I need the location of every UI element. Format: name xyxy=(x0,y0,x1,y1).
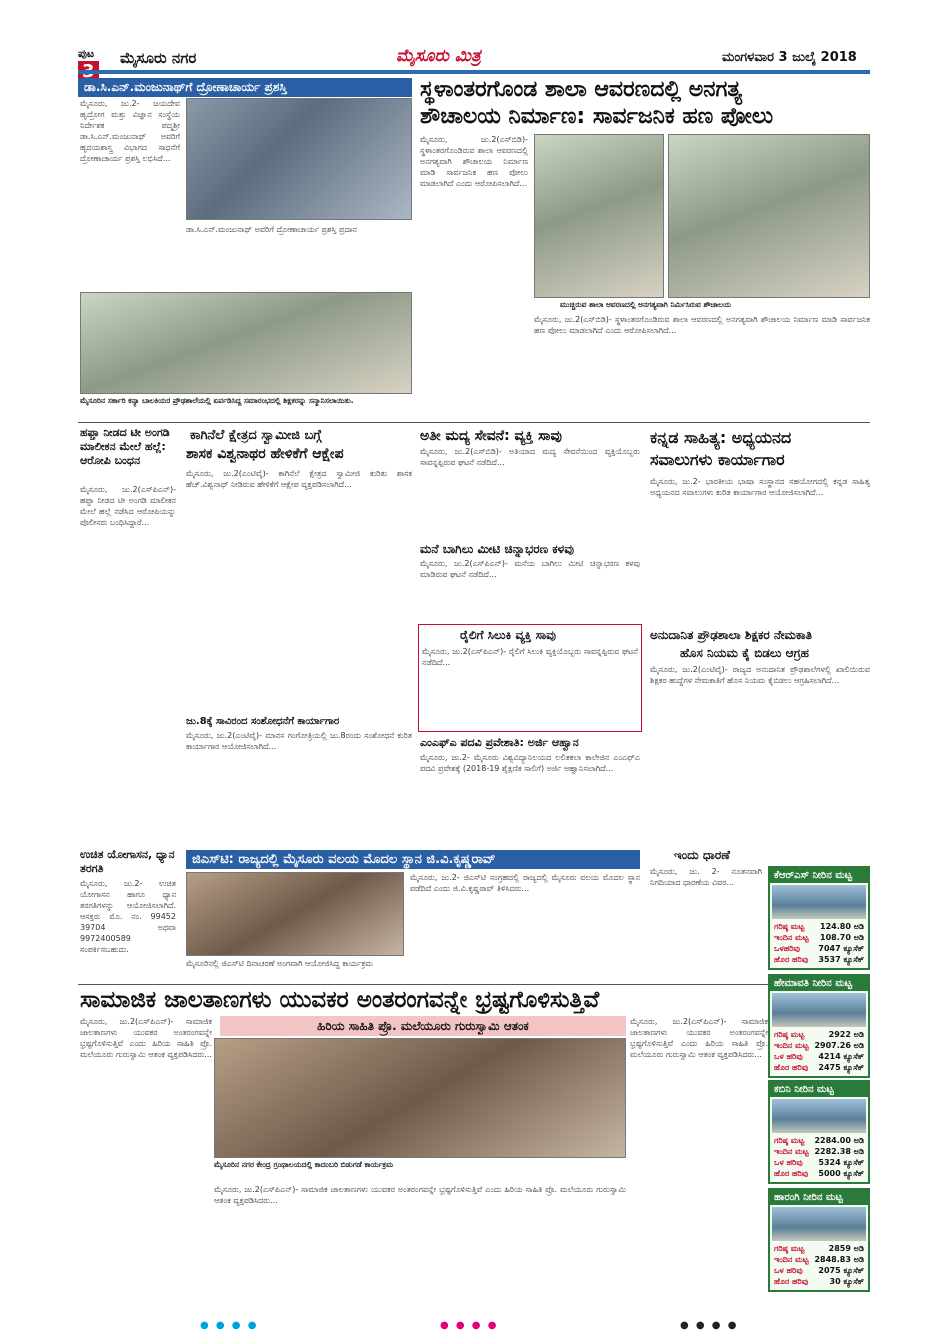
dam-row-label: ಒಳ ಹರಿವು xyxy=(774,1158,803,1167)
dam-row-value: 2859 ಅಡಿ xyxy=(828,1244,864,1253)
dam-row xyxy=(770,921,868,932)
dam-photo xyxy=(772,1207,866,1241)
dam-row xyxy=(770,1051,868,1062)
headline-toilet-1: ಸ್ಥಳಾಂತರಗೊಂಡ ಶಾಲಾ ಆವರಣದಲ್ಲಿ ಅನಗತ್ಯ xyxy=(420,77,743,102)
headline-theft: ಮನೆ ಬಾಗಿಲು ಮೀಟಿ ಚಿನ್ನಾಭರಣ ಕಳವು xyxy=(420,542,574,556)
dam-row xyxy=(770,1243,868,1254)
dam-row-value: 5000 ಕ್ಯೂಸೆಕ್ xyxy=(818,1169,864,1178)
article-body-social-2: ಮೈಸೂರು, ಜು.2(ಎಸ್‌ಪಿಎನ್)- ಸಾಮಾಜಿಕ ಜಾಲತಾಣಗಳು ಯುವಕರ ಅಂತರಂಗವನ್ನೇ ಭ್ರಷ್ಟಗೊಳಿಸುತ್ತಿವೆ ಎಂದು ಹಿರಿಯ ಸಾಹಿತಿ ಪ್ರೊ. ಮಲೆಯೂರು ಗುರುಸ್ವಾಮಿ ಆತಂಕ ವ್ಯಕ್ತಪಡಿಸಿದರು... xyxy=(214,1185,626,1205)
headline-alcohol: ಅತೀ ಮದ್ಯ ಸೇವನೆ: ವ್ಯಕ್ತಿ ಸಾವು xyxy=(420,428,562,444)
dam-row-value: 2282.38 ಅಡಿ xyxy=(814,1147,864,1156)
dam-row-value: 2075 ಕ್ಯೂಸೆಕ್ xyxy=(818,1266,864,1275)
dam-row xyxy=(770,1029,868,1040)
dam-row-label: ಇಂದಿನ ಮಟ್ಟ xyxy=(774,1147,809,1156)
date: ಮಂಗಳವಾರ 3 ಜುಲೈ 2018 xyxy=(722,50,857,65)
dam-row-value: 2284.00 ಅಡಿ xyxy=(814,1136,864,1145)
registration-marks: ● ● ● ● xyxy=(680,1320,739,1331)
dam-row-label: ಇಂದಿನ ಮಟ್ಟ xyxy=(774,933,809,942)
dam-panel xyxy=(768,1080,870,1184)
photo-toilet-1 xyxy=(534,134,664,298)
headline-swamiji-1: ಕಾಗಿನೆಲೆ ಕ್ಷೇತ್ರದ ಸ್ವಾಮೀಜಿ ಬಗ್ಗೆ xyxy=(190,428,322,443)
article-body-droncharya: ಮೈಸೂರು, ಜು.2- ಜಯದೇವ ಹೃದ್ರೋಗ ಮತ್ತು ವಿಜ್ಞಾನ ಸಂಸ್ಥೆಯ ನಿರ್ದೇಶಕ ಪದ್ಮಶ್ರೀ ಡಾ.ಸಿ.ಎನ್.ಮಂಜುನಾಥ್ ಅವರಿಗೆ ಹೃದಯಶಾಸ್ತ್ರ ವಿಭಾಗದ ಸಾಧನೆಗೆ ದ್ರೋಣಾಚಾರ್ಯ ಪ್ರಶಸ್ತಿ ಲಭಿಸಿದೆ... xyxy=(80,99,180,163)
dam-title: ಹೇಮಾವತಿ ನೀರಿನ ಮಟ್ಟ xyxy=(770,976,868,991)
caption-gst: ಮೈಸೂರಿನಲ್ಲಿ ಜಿಎಸ್‌ಟಿ ದಿನಾಚರಣೆ ಅಂಗವಾಗಿ ಆಯೋಜಿಸಿದ್ದ ಕಾರ್ಯಕ್ರಮ xyxy=(186,959,373,968)
dam-row-label: ಹೊರ ಹರಿವು xyxy=(774,1169,809,1178)
headline-mphil: ಎಂಎಫ್‌ಎ ಪದವಿ ಪ್ರವೇಶಾತಿ: ಅರ್ಜಿ ಆಹ್ವಾನ xyxy=(420,736,579,749)
dam-title: ಕಬಿನಿ ನೀರಿನ ಮಟ್ಟ xyxy=(770,1082,868,1097)
dam-photo xyxy=(772,885,866,919)
headline-gst: ಜಿಎಸ್‌ಟಿ: ರಾಜ್ಯದಲ್ಲಿ ಮೈಸೂರು ವಲಯ ಮೊದಲ ಸ್ಥಾನ ಜಿ.ವಿ.ಕೃಷ್ಣರಾವ್ xyxy=(186,850,640,869)
subhead-social: ಹಿರಿಯ ಸಾಹಿತಿ ಪ್ರೊ. ಮಲೆಯೂರು ಗುರುಸ್ವಾಮಿ ಆತಂಕ xyxy=(220,1016,626,1036)
dam-row-value: 124.80 ಅಡಿ xyxy=(820,922,864,931)
dam-row-value: 5324 ಕ್ಯೂಸೆಕ್ xyxy=(818,1158,864,1167)
article-body-kannada: ಮೈಸೂರು, ಜು.2- ಭಾರತೀಯ ಭಾಷಾ ಸಂಸ್ಥಾನದ ಸಹಯೋಗದಲ್ಲಿ ಕನ್ನಡ ಸಾಹಿತ್ಯ ಅಧ್ಯಯನದ ಸವಾಲುಗಳು ಕುರಿತ ಕಾರ್ಯಾಗಾರ ಆಯೋಜಿಸಲಾಗಿದೆ... xyxy=(650,477,870,497)
headline-rail: ರೈಲಿಗೆ ಸಿಲುಕಿ ವ್ಯಕ್ತಿ ಸಾವು xyxy=(460,628,556,642)
headline-kannada-1: ಕನ್ನಡ ಸಾಹಿತ್ಯ: ಅಧ್ಯಯನದ xyxy=(650,428,792,447)
article-body-yoga: ಮೈಸೂರು, ಜು.2- ಉಚಿತ ಯೋಗಾಸನ ಹಾಗೂ ಧ್ಯಾನ ತರಗತಿಗಳನ್ನು ಆಯೋಜಿಸಲಾಗಿದೆ. ಆಸಕ್ತರು ಮೊ. ನಂ. 99452 39704 ಅಥವಾ 9972400589 ಸಂಪರ್ಕಿಸಬಹುದು. xyxy=(80,879,176,954)
dam-row xyxy=(770,1168,868,1179)
dam-row xyxy=(770,1062,868,1073)
headline-droncharya: ಡಾ.ಸಿ.ಎನ್.ಮಂಜುನಾಥ್‌ಗೆ ದ್ರೋಣಾಚಾರ್ಯ ಪ್ರಶಸ್ತಿ xyxy=(78,78,412,97)
dam-row-value: 108.70 ಅಡಿ xyxy=(820,933,864,942)
dam-row xyxy=(770,1276,868,1287)
section-name: ಮೈಸೂರು ನಗರ xyxy=(120,49,197,67)
dam-panel xyxy=(768,866,870,970)
dam-row-label: ಗರಿಷ್ಠ ಮಟ್ಟ xyxy=(774,922,805,931)
dam-row xyxy=(770,1040,868,1051)
dam-title: ಹಾರಂಗಿ ನೀರಿನ ಮಟ್ಟ xyxy=(770,1190,868,1205)
registration-marks: ● ● ● ● xyxy=(440,1320,499,1331)
dam-photo xyxy=(772,1099,866,1133)
page-number xyxy=(78,47,118,71)
dam-row-value: 7047 ಕ್ಯೂಸೆಕ್ xyxy=(818,944,864,953)
dam-row xyxy=(770,954,868,965)
dam-row-label: ಇಂದಿನ ಮಟ್ಟ xyxy=(774,1255,809,1264)
dam-row xyxy=(770,1265,868,1276)
headline-teachers-2: ಹೊಸ ನಿಯಮ ಕೈ ಬಿಡಲು ಆಗ್ರಹ xyxy=(680,646,809,660)
dam-row xyxy=(770,1157,868,1168)
headline-teachers-1: ಅನುದಾನಿತ ಪ್ರೌಢಶಾಲಾ ಶಿಕ್ಷಕರ ನೇಮಕಾತಿ xyxy=(650,628,812,642)
dam-row xyxy=(770,943,868,954)
photo-social xyxy=(214,1038,626,1158)
dam-row-value: 2907.26 ಅಡಿ xyxy=(814,1041,864,1050)
dam-title: ಕೆಆರ್‌ಎಸ್ ನೀರಿನ ಮಟ್ಟ xyxy=(770,868,868,883)
article-body-rail: ಮೈಸೂರು, ಜು.2(ಎಸ್‌ಪಿಎನ್)- ರೈಲಿಗೆ ಸಿಲುಕಿ ವ್ಯಕ್ತಿಯೊಬ್ಬರು ಸಾವನ್ನಪ್ಪಿರುವ ಘಟನೆ ನಡೆದಿದೆ... xyxy=(422,647,638,667)
headline-social: ಸಾಮಾಜಿಕ ಜಾಲತಾಣಗಳು ಯುವಕರ ಅಂತರಂಗವನ್ನೇ ಭ್ರಷ್ಟಗೊಳಿಸುತ್ತಿವೆ xyxy=(80,987,600,1013)
photo-toilet-2 xyxy=(668,134,870,298)
dam-row-label: ಗರಿಷ್ಠ ಮಟ್ಟ xyxy=(774,1244,805,1253)
article-body-mphil: ಮೈಸೂರು, ಜು.2- ಮೈಸೂರು ವಿಶ್ವವಿದ್ಯಾನಿಲಯದ ಲಲಿತಕಲಾ ಕಾಲೇಜಿನ ಎಂಎಫ್‌ಎ ಪದವಿ ಪ್ರವೇಶಕ್ಕೆ (2018-19 ಶೈಕ್ಷಣಿಕ ಸಾಲಿಗೆ) ಅರ್ಜಿ ಆಹ್ವಾನಿಸಲಾಗಿದೆ... xyxy=(420,753,640,773)
headline-hafta: ಹಫ್ತಾ ನೀಡದ ಟೀ ಅಂಗಡಿ ಮಾಲೀಕನ ಮೇಲೆ ಹಲ್ಲೆ: ಆರೋಪಿ ಬಂಧನ xyxy=(80,426,170,467)
photo-droncharya xyxy=(186,98,412,220)
article-body-toilet: ಮೈಸೂರು, ಜು.2(ಎಸ್‌ಬಿಡಿ)- ಸ್ಥಳಾಂತರಗೊಂಡಿರುವ ಶಾಲಾ ಆವರಣದಲ್ಲಿ ಅನಗತ್ಯವಾಗಿ ಶೌಚಾಲಯ ನಿರ್ಮಾಣ ಮಾಡಿ ಸಾರ್ವಜನಿಕ ಹಣ ಪೋಲು ಮಾಡಲಾಗಿದೆ ಎಂದು ಆರೋಪಿಸಲಾಗಿದೆ... xyxy=(420,135,528,188)
divider-bottom xyxy=(78,984,768,985)
page-label: ಪುಟ xyxy=(78,47,95,60)
dam-row-value: 2922 ಅಡಿ xyxy=(828,1030,864,1039)
headline-swamiji-2: ಶಾಸಕ ವಿಶ್ವನಾಥರ ಹೇಳಿಕೆಗೆ ಆಕ್ಷೇಪ xyxy=(186,446,344,462)
article-body-teachers: ಮೈಸೂರು, ಜು.2(ಎಂಟಿವೈ)- ರಾಜ್ಯದ ಅನುದಾನಿತ ಪ್ರೌಢಶಾಲೆಗಳಲ್ಲಿ ಖಾಲಿಯಿರುವ ಶಿಕ್ಷಕರ ಹುದ್ದೆಗಳ ನೇಮಕಾತಿಗೆ ಹೊಸ ನಿಯಮ ಕೈಬಿಡಲು ಆಗ್ರಹಿಸಲಾಗಿದೆ... xyxy=(650,665,870,685)
article-body-theft: ಮೈಸೂರು, ಜು.2(ಎಸ್‌ಪಿಎನ್)- ಮನೆಯ ಬಾಗಿಲು ಮೀಟಿ ಚಿನ್ನಾಭರಣ ಕಳವು ಮಾಡಿರುವ ಘಟನೆ ನಡೆದಿದೆ... xyxy=(420,559,640,579)
headline-price: ಇಂದು ಧಾರಣೆ xyxy=(674,848,730,862)
headline-kannada-2: ಸವಾಲುಗಳು ಕಾರ್ಯಾಗಾರ xyxy=(650,450,785,469)
dam-row xyxy=(770,1135,868,1146)
dam-row-value: 3537 ಕ್ಯೂಸೆಕ್ xyxy=(818,955,864,964)
article-body-alcohol: ಮೈಸೂರು, ಜು.2(ಎಸ್‌ಬಿಡಿ)- ಅತಿಯಾದ ಮದ್ಯ ಸೇವನೆಯಿಂದ ವ್ಯಕ್ತಿಯೊಬ್ಬರು ಸಾವನ್ನಪ್ಪಿರುವ ಘಟನೆ ನಡೆದಿದೆ... xyxy=(420,447,640,467)
dam-row xyxy=(770,932,868,943)
caption-droncharya: ಡಾ.ಸಿ.ಎನ್.ಮಂಜುನಾಥ್ ಅವರಿಗೆ ದ್ರೋಣಾಚಾರ್ಯ ಪ್ರಶಸ್ತಿ ಪ್ರದಾನ xyxy=(186,225,357,234)
headline-toilet-2: ಶೌಚಾಲಯ ನಿರ್ಮಾಣ: ಸಾರ್ವಜನಿಕ ಹಣ ಪೋಲು xyxy=(420,104,774,129)
dam-row-label: ಗರಿಷ್ಠ ಮಟ್ಟ xyxy=(774,1030,805,1039)
dam-row-label: ಇಂದಿನ ಮಟ್ಟ xyxy=(774,1041,809,1050)
article-body-price: ಮೈಸೂರು, ಜು. 2- ನೂತನವಾಗಿ ನಿಗದಿಯಾದ ಧಾರಣೆಯ ವಿವರ... xyxy=(650,867,762,887)
dam-row xyxy=(770,1146,868,1157)
dam-row-label: ಒಳಹರಿವು xyxy=(774,944,801,953)
dam-row-value: 4214 ಕ್ಯೂಸೆಕ್ xyxy=(818,1052,864,1061)
dam-row-label: ಗರಿಷ್ಠ ಮಟ್ಟ xyxy=(774,1136,805,1145)
masthead: ಮೈಸೂರು ಮಿತ್ರ xyxy=(396,46,481,66)
article-body-workshop: ಮೈಸೂರು, ಜು.2(ಎಂಟಿವೈ)- ಮಾನಸ ಗಂಗೋತ್ರಿಯಲ್ಲಿ ಜು.8ರಂದು ಸಂಶೋಧನೆ ಕುರಿತ ಕಾರ್ಯಾಗಾರ ಆಯೋಜಿಸಲಾಗಿದೆ... xyxy=(186,731,412,751)
dam-panel xyxy=(768,1188,870,1292)
article-body-social-3: ಮೈಸೂರು, ಜು.2(ಎಸ್‌ಪಿಎನ್)- ಸಾಮಾಜಿಕ ಜಾಲತಾಣಗಳು ಯುವಕರ ಅಂತರಂಗವನ್ನೇ ಭ್ರಷ್ಟಗೊಳಿಸುತ್ತಿವೆ ಎಂದು ಹಿರಿಯ ಸಾಹಿತಿ ಪ್ರೊ. ಮಲೆಯೂರು ಗುರುಸ್ವಾಮಿ ಆತಂಕ ವ್ಯಕ್ತಪಡಿಸಿದರು... xyxy=(630,1017,768,1059)
dam-row-value: 30 ಕ್ಯೂಸೆಕ್ xyxy=(829,1277,864,1286)
dam-row-label: ಹೊರ ಹರಿವು xyxy=(774,1063,809,1072)
caption-social: ಮೈಸೂರಿನ ನಗರ ಕೇಂದ್ರ ಗ್ರಂಥಾಲಯದಲ್ಲಿ ಕಾದಂಬರಿ ಬಿಡುಗಡೆ ಕಾರ್ಯಕ್ರಮ xyxy=(214,1160,394,1169)
dam-row-value: 2848.83 ಅಡಿ xyxy=(814,1255,864,1264)
article-body-swamiji: ಮೈಸೂರು, ಜು.2(ಎಂಟಿವೈ)- ಕಾಗಿನೆಲೆ ಕ್ಷೇತ್ರದ ಸ್ವಾಮೀಜಿ ಕುರಿತು ಶಾಸಕ ಹೆಚ್.ವಿಶ್ವನಾಥ್ ನೀಡಿರುವ ಹೇಳಿಕೆಗೆ ಆಕ್ಷೇಪ ವ್ಯಕ್ತಪಡಿಸಲಾಗಿದೆ... xyxy=(186,469,412,489)
article-body-gst: ಮೈಸೂರು, ಜು.2- ಜಿಎಸ್‌ಟಿ ಸಂಗ್ರಹದಲ್ಲಿ ರಾಜ್ಯದಲ್ಲಿ ಮೈಸೂರು ವಲಯ ಮೊದಲ ಸ್ಥಾನ ಪಡೆದಿದೆ ಎಂದು ಜಿ.ವಿ.ಕೃಷ್ಣರಾವ್ ತಿಳಿಸಿದರು... xyxy=(410,873,640,893)
registration-marks: ● ● ● ● xyxy=(200,1320,259,1331)
caption-toilet: ಮುಚ್ಚಿರುವ ಶಾಲಾ ಆವರಣದಲ್ಲಿ ಅನಗತ್ಯವಾಗಿ ನಿರ್ಮಿಸಿರುವ ಶೌಚಾಲಯ xyxy=(560,300,732,309)
dam-row-label: ಒಳ ಹರಿವು xyxy=(774,1266,803,1275)
dam-row xyxy=(770,1254,868,1265)
dam-row-label: ಹೊರ ಹರಿವು xyxy=(774,955,809,964)
headline-yoga: ಉಚಿತ ಯೋಗಾಸನ, ಧ್ಯಾನ ತರಗತಿ xyxy=(80,848,175,875)
dam-row-label: ಹೊರ ಹರಿವು xyxy=(774,1277,809,1286)
photo-gst xyxy=(186,872,404,956)
article-body-social: ಮೈಸೂರು, ಜು.2(ಎಸ್‌ಪಿಎನ್)- ಸಾಮಾಜಿಕ ಜಾಲತಾಣಗಳು ಯುವಕರ ಅಂತರಂಗವನ್ನೇ ಭ್ರಷ್ಟಗೊಳಿಸುತ್ತಿವೆ ಎಂದು ಹಿರಿಯ ಸಾಹಿತಿ ಪ್ರೊ. ಮಲೆಯೂರು ಗುರುಸ್ವಾಮಿ ಆತಂಕ ವ್ಯಕ್ತಪಡಿಸಿದರು... xyxy=(80,1017,212,1059)
headline-workshop: ಜು.8ಕ್ಕೆ ಸಾವಿರಂದ ಸಂಶೋಧನೆಗೆ ಕಾರ್ಯಾಗಾರ xyxy=(186,716,340,727)
dam-photo xyxy=(772,993,866,1027)
article-body-hafta: ಮೈಸೂರು, ಜು.2(ಎಸ್‌ಪಿಎನ್)- ಹಫ್ತಾ ನೀಡದ ಟೀ ಅಂಗಡಿ ಮಾಲೀಕನ ಮೇಲೆ ಹಲ್ಲೆ ನಡೆಸಿದ ಆರೋಪಿಯನ್ನು ಪೊಲೀಸರು ಬಂಧಿಸಿದ್ದಾರೆ... xyxy=(80,485,176,527)
dam-row-label: ಒಳ ಹರಿವು xyxy=(774,1052,803,1061)
divider xyxy=(78,422,870,423)
photo-teachers-felicitation xyxy=(80,292,412,394)
dam-panel xyxy=(768,974,870,1078)
caption-felicitation: ಮೈಸೂರಿನ ಸರ್ಕಾರಿ ಕನ್ಯಾ ಬಾಲಕಿಯರ ಪ್ರೌಢಶಾಲೆಯಲ್ಲಿ ಏರ್ಪಡಿಸಿದ್ದ ಸಮಾರಂಭದಲ್ಲಿ ಶಿಕ್ಷಕರನ್ನು ಸನ್ಮಾನಿಸಲಾಯಿತು. xyxy=(80,396,354,405)
article-body-toilet-cont: ಮೈಸೂರು, ಜು.2(ಎಸ್‌ಬಿಡಿ)- ಸ್ಥಳಾಂತರಗೊಂಡಿರುವ ಶಾಲಾ ಆವರಣದಲ್ಲಿ ಅನಗತ್ಯವಾಗಿ ಶೌಚಾಲಯ ನಿರ್ಮಾಣ ಮಾಡಿ ಸಾರ್ವಜನಿಕ ಹಣ ಪೋಲು ಮಾಡಲಾಗಿದೆ ಎಂದು ಆರೋಪಿಸಲಾಗಿದೆ... xyxy=(534,315,870,335)
header-rule xyxy=(78,70,870,74)
dam-row-value: 2475 ಕ್ಯೂಸೆಕ್ xyxy=(818,1063,864,1072)
